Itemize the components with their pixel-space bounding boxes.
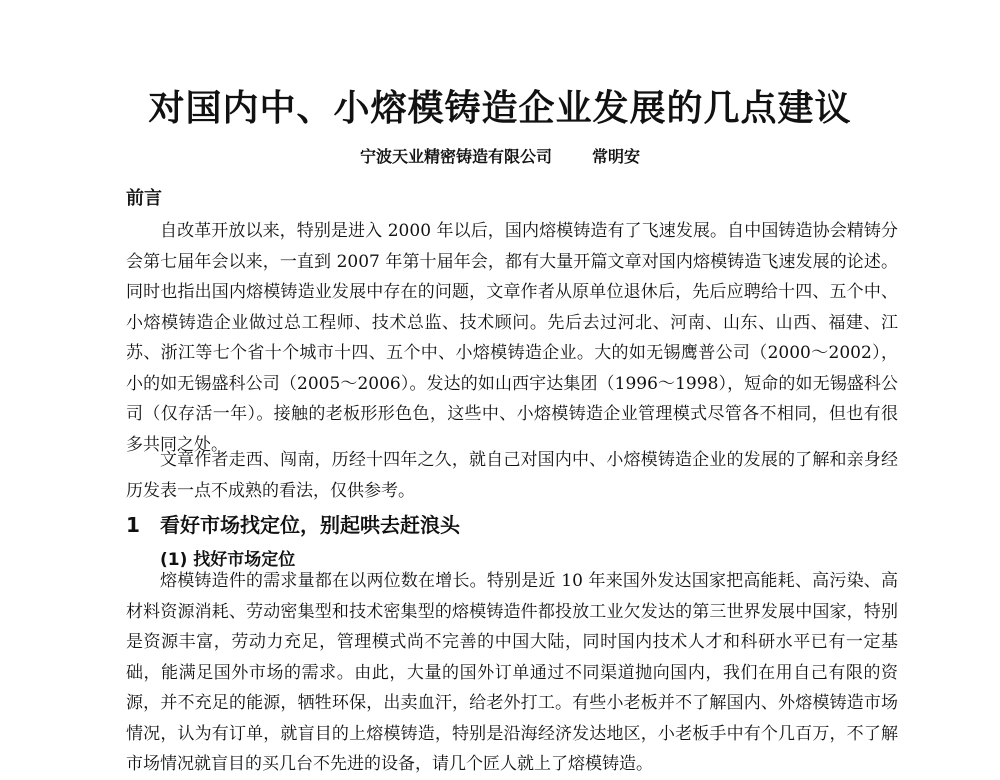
author: 常明安 xyxy=(592,147,641,166)
byline xyxy=(0,144,1000,167)
section-1-title: 看好市场找定位，别起哄去赶浪头 xyxy=(160,513,460,537)
section-1-heading xyxy=(126,509,898,538)
preface-heading: 前言 xyxy=(126,188,162,209)
page-title: 对国内中、小熔模铸造企业发展的几点建议 xyxy=(148,88,852,129)
subsection-1-1-heading: (1) 找好市场定位 xyxy=(160,550,296,570)
affiliation: 宁波天业精密铸造有限公司 xyxy=(359,147,552,166)
section-1-number: 1 xyxy=(126,513,140,537)
preface-paragraph-2: 文章作者走西、闯南，历经十四年之久，就自己对国内中、小熔模铸造企业的发展的了解和亲身经历发表一点不成熟的看法，仅供参考。 xyxy=(126,450,898,501)
subsection-1-1-paragraph: 熔模铸造件的需求量都在以两位数在增长。特别是近 10 年来国外发达国家把高能耗、高污染、高材料资源消耗、劳动密集型和技术密集型的熔模铸造件都投放工业欠发达的第三世界发展中国家，特别是资源丰富，劳动力充足，管理模式尚不完善的中国大陆，同时国内技术人才和科研水平已有一定基础，能满足国外市场的需求。由此，大量的国外订单通过不同渠道抛向国内，我们在用自己有限的资源，并不充足的能源，牺牲环保，出卖血汗，给老外打工。有些小老板并不了解国内、外熔模铸造市场情况，认为有订单，就盲目的上熔模铸造，特别是沿海经济发达地区，小老板手中有个几百万，不了解市场情况就盲目的买几台不先进的设备，请几个匠人就上了熔模铸造。 xyxy=(126,571,898,774)
preface-paragraph-1: 自改革开放以来，特别是进入 2000 年以后，国内熔模铸造有了飞速发展。自中国铸造协会精铸分会第七届年会以来，一直到 2007 年第十届年会，都有大量开篇文章对国内熔模铸造飞速发展的论述。同时也指出国内熔模铸造业发展中存在的问题，文章作者从原单位退休后，先后应聘给十四、五个中、小熔模铸造企业做过总工程师、技术总监、技术顾问。先后去过河北、河南、山东、山西、福建、江苏、浙江等七个省十个城市十四、五个中、小熔模铸造企业。大的如无锡鹰普公司（2000～2002），小的如无锡盛科公司（2005～2006）。发达的如山西宇达集团（1996～1998），短命的如无锡盛科公司（仅存活一年）。接触的老板形形色色，这些中、小熔模铸造企业管理模式尽管各不相同，但也有很多共同之处。 xyxy=(126,221,898,455)
